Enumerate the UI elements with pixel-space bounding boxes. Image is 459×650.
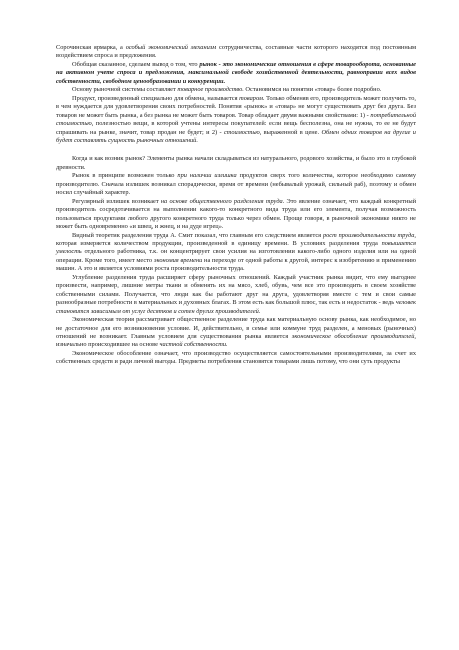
italic-text: повышается умелость — [56, 239, 416, 256]
text-run: Когда и как возник рынок? Элементы рынка начали складываться из натурального, родового хозяйства, и было это в глубокой древности. — [56, 155, 416, 171]
paragraph — [56, 316, 416, 350]
paragraph — [56, 61, 416, 86]
paragraph — [56, 350, 416, 367]
italic-text: при наличии излишка — [177, 172, 237, 180]
paragraph — [56, 232, 416, 274]
text-run: изначально происходившее на основе — [56, 341, 160, 349]
text-run: Рынок в принципе возможен только — [72, 172, 178, 180]
italic-text: особый экономический механизм — [125, 44, 217, 51]
document-page — [56, 44, 416, 367]
text-run: продуктов сверх того количества, которое необходимо самому производителю. Сначала излишек возникал спорадически, время от времени (небывалый урожай, сильный раб), поэтому и обмен носил случайный характер. — [56, 172, 416, 197]
paragraph — [56, 44, 416, 61]
italic-text: товаром. — [239, 94, 265, 102]
text-run: Это явление означает, что каждый конкретный производитель сосредотачивается на выполнении какого-то конкретного вида труда или его элемента, получая возможность пользоваться продуктами любого другого конкретного труда только через обмен. Проще говоря, в рыночной экономике никто не может быть одновременно «и швец, и жнец, и на дуде игрец». — [56, 197, 416, 231]
paragraph — [56, 155, 416, 172]
italic-text: стоимостью, — [223, 128, 262, 136]
text-run: Видный теоретик разделения труда А. Смит показал, что главным его следствием является — [72, 231, 323, 239]
text-run: Продукт, произведенный специально для обмена, называется — [72, 94, 240, 102]
text-run: сотрудничества, составные части которого находятся под постоянным воздействием спроса и предложения. — [56, 44, 416, 60]
text-run: Основу рыночной системы составляет — [72, 86, 178, 94]
paragraph — [56, 172, 416, 197]
italic-text: товарное производство. — [177, 86, 244, 94]
text-run: отдельного работника, т.к. он концентрирует свои усилия на изготовлении какого-либо одного изделия или на одной операции. Кроме того, имеет место — [56, 248, 416, 264]
paragraph — [56, 198, 416, 232]
bold-italic-text: рынок - это экономические отношения в сфере товарооборота, основанные на активном учете спроса и предложения, максимальной свободе хозяйственной деятельности, равноправии всех видов собственности, свободном ценообразовании и конкуренции. — [56, 60, 416, 85]
text-run: Обобщая сказанное, сделаем вывод о том, что — [72, 60, 200, 68]
paragraph — [56, 86, 416, 94]
italic-text: экономическое обособление производителей, — [291, 332, 416, 340]
italic-text: на основе общественного разделения труда. — [160, 197, 285, 205]
paragraph — [56, 95, 416, 146]
text-run: Углубление разделения труда расширяет сферу рыночных отношений. Каждый участник рынка видит, что ему выгоднее произвести, например, лишние метры ткани и обменять их на мясо, хлеб, обувь, чем все это производить в своем хозяйстве собственными силами. Получается, что люди как бы работают друг на друга, удовлетворяя вместе с тем и свои самые разнообразные потребности в материальных и духовных благах. В этом есть как большой плюс, так есть и недостаток - ведь — [56, 273, 416, 307]
italic-text: частной собственности. — [159, 341, 228, 349]
text-run: выраженной в цене. — [261, 128, 322, 136]
text-run: Регулярный излишек возникает — [72, 197, 161, 205]
italic-text: рост производительности труда, — [322, 231, 416, 239]
italic-text: экономия времени — [153, 256, 203, 264]
text-run: Экономическая теория рассматривает общественное разделение труда как материальную основу рынка, как необходимое, но не достаточное для его возникновения условие. И, действительно, в семье или коммуне труд разделен, а меновых (рыночных) отношений не возникает. Главным условием для существования рынка является — [56, 316, 416, 340]
paragraph — [56, 274, 416, 316]
italic-text: Обмен одних товаров на другие и будет составлять сущность рыночных отношений. — [56, 128, 416, 144]
text-run: Только обменяв его, производитель может получить то, в чем нуждается для удовлетворения своих потребностей. Понятия «рынок» и «товар» не могут существовать друг без друга. Без товаров не может быть рынка, а без рынка не может быть товаров. Товар обладает двумя важными свойствами: 1) - — [56, 94, 416, 119]
text-run: Остановимся на понятии «товар» более подробно. — [243, 86, 382, 94]
text-run: Экономическое обособление означает, что производство осуществляется самостоятельными производителями, за счет их собственных средств и ради личной выгоды. Предметы потребления становятся товарами лишь потому, что они суть продукты — [56, 349, 416, 366]
text-run: полезностью вещи, в которой учтены интересы покупателей: если вещь бесполезна, она не нужна, то ее не будут спрашивать на рынке, значит, товар продан не будет; и 2) - — [56, 120, 416, 136]
italic-text: потребительной стоимостью, — [56, 111, 416, 128]
text-run: Сорочинская ярмарка, а — [56, 44, 126, 51]
text-run: которая измеряется количеством продукции, произведенной в единицу времени. В условиях разделения труда — [56, 239, 382, 247]
text-run: на переходе от одной работы к другой, интерес к изобретению и применению машин. А это и является условиями роста производительности труда. — [56, 256, 417, 273]
italic-text: человек становится зависимым от услуг десятков и сотен других производителей. — [56, 299, 416, 315]
paragraph-gap — [56, 145, 416, 155]
